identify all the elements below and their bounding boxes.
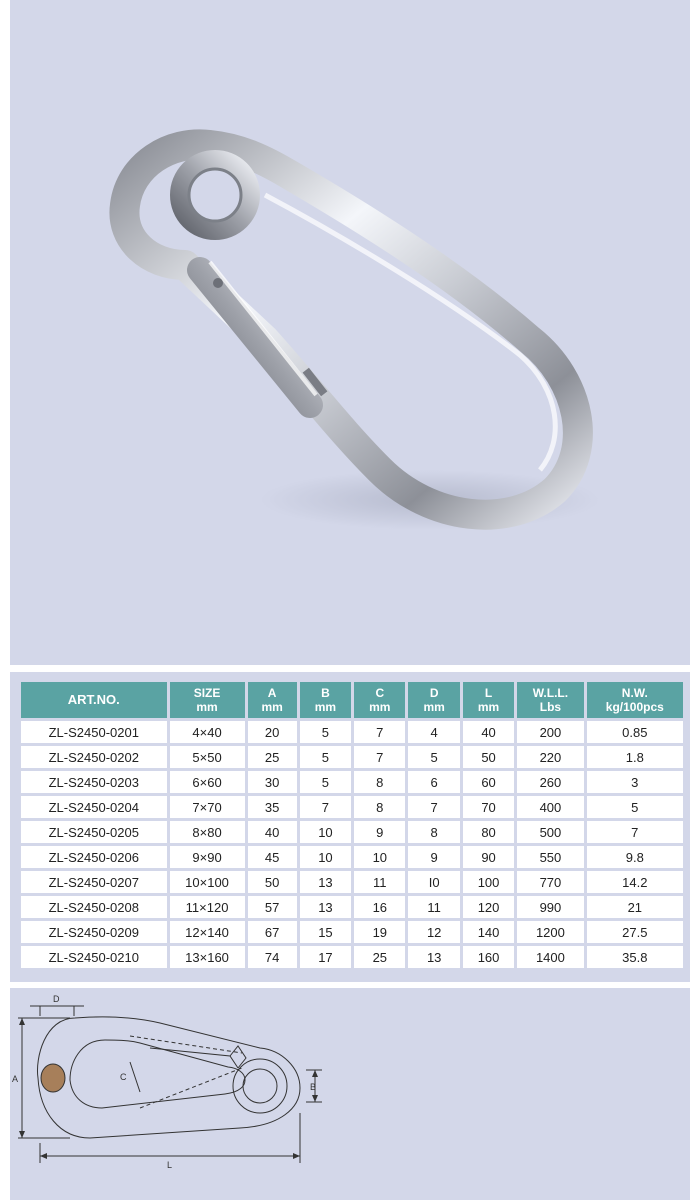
- cell-art-no: ZL-S2450-0202: [21, 746, 167, 768]
- cell-b: 7: [300, 796, 351, 818]
- cell-size: 9×90: [170, 846, 245, 868]
- cell-size: 7×70: [170, 796, 245, 818]
- cell-size: 6×60: [170, 771, 245, 793]
- cell-c: 19: [354, 921, 405, 943]
- cell-d: 9: [408, 846, 459, 868]
- table-row: [21, 721, 683, 743]
- cell-wll: 1400: [517, 946, 583, 968]
- cell-a: 30: [248, 771, 297, 793]
- table-row: [21, 896, 683, 918]
- cell-b: 5: [300, 746, 351, 768]
- cell-art-no: ZL-S2450-0208: [21, 896, 167, 918]
- dim-label-c: C: [120, 1072, 127, 1082]
- cell-wll: 1200: [517, 921, 583, 943]
- cell-d: 12: [408, 921, 459, 943]
- header-a: A mm: [248, 682, 297, 718]
- cell-nw: 3: [587, 771, 683, 793]
- table-row: [21, 846, 683, 868]
- cell-l: 160: [463, 946, 514, 968]
- table-row: [21, 746, 683, 768]
- header-art-no: ART.NO.: [21, 682, 167, 718]
- cell-art-no: ZL-S2450-0210: [21, 946, 167, 968]
- cell-c: 8: [354, 771, 405, 793]
- cell-nw: 0.85: [587, 721, 683, 743]
- cell-d: 4: [408, 721, 459, 743]
- cell-l: 80: [463, 821, 514, 843]
- cell-b: 10: [300, 846, 351, 868]
- cell-a: 50: [248, 871, 297, 893]
- cell-wll: 990: [517, 896, 583, 918]
- header-c: C mm: [354, 682, 405, 718]
- snap-hook-drawing-icon: [10, 988, 690, 1200]
- cell-a: 67: [248, 921, 297, 943]
- cell-l: 50: [463, 746, 514, 768]
- cell-nw: 1.8: [587, 746, 683, 768]
- header-d: D mm: [408, 682, 459, 718]
- header-l: L mm: [463, 682, 514, 718]
- cell-l: 70: [463, 796, 514, 818]
- cell-b: 17: [300, 946, 351, 968]
- table-row: [21, 821, 683, 843]
- spec-table-panel: [10, 672, 690, 982]
- cell-c: 8: [354, 796, 405, 818]
- cell-nw: 9.8: [587, 846, 683, 868]
- cell-c: 9: [354, 821, 405, 843]
- cell-a: 57: [248, 896, 297, 918]
- cell-wll: 770: [517, 871, 583, 893]
- cell-c: 7: [354, 746, 405, 768]
- header-b: B mm: [300, 682, 351, 718]
- cell-nw: 5: [587, 796, 683, 818]
- dim-label-d: D: [53, 994, 60, 1004]
- cell-wll: 220: [517, 746, 583, 768]
- header-nw: N.W. kg/100pcs: [587, 682, 683, 718]
- table-row: [21, 946, 683, 968]
- cell-size: 12×140: [170, 921, 245, 943]
- cell-art-no: ZL-S2450-0209: [21, 921, 167, 943]
- cell-wll: 500: [517, 821, 583, 843]
- cell-l: 100: [463, 871, 514, 893]
- product-photo-panel: [10, 0, 690, 665]
- cell-a: 35: [248, 796, 297, 818]
- header-wll: W.L.L. Lbs: [517, 682, 583, 718]
- cell-a: 20: [248, 721, 297, 743]
- technical-drawing-panel: [10, 988, 690, 1200]
- table-row: [21, 871, 683, 893]
- header-size: SIZE mm: [170, 682, 245, 718]
- dim-label-l: L: [167, 1160, 173, 1170]
- cell-art-no: ZL-S2450-0204: [21, 796, 167, 818]
- table-row: [21, 796, 683, 818]
- cell-nw: 14.2: [587, 871, 683, 893]
- cell-l: 40: [463, 721, 514, 743]
- cell-l: 120: [463, 896, 514, 918]
- cell-b: 13: [300, 871, 351, 893]
- cell-wll: 200: [517, 721, 583, 743]
- cell-d: 7: [408, 796, 459, 818]
- cell-wll: 550: [517, 846, 583, 868]
- cell-d: 11: [408, 896, 459, 918]
- cell-b: 15: [300, 921, 351, 943]
- cell-l: 140: [463, 921, 514, 943]
- cell-size: 4×40: [170, 721, 245, 743]
- cell-b: 5: [300, 721, 351, 743]
- cell-a: 45: [248, 846, 297, 868]
- cell-d: 13: [408, 946, 459, 968]
- snap-hook-photo-icon: [10, 0, 690, 665]
- cell-size: 5×50: [170, 746, 245, 768]
- cell-a: 74: [248, 946, 297, 968]
- cell-art-no: ZL-S2450-0207: [21, 871, 167, 893]
- cell-nw: 27.5: [587, 921, 683, 943]
- cell-art-no: ZL-S2450-0205: [21, 821, 167, 843]
- cell-l: 90: [463, 846, 514, 868]
- cell-art-no: ZL-S2450-0203: [21, 771, 167, 793]
- cell-b: 13: [300, 896, 351, 918]
- table-row: [21, 771, 683, 793]
- cell-a: 40: [248, 821, 297, 843]
- cell-art-no: ZL-S2450-0206: [21, 846, 167, 868]
- cell-c: 7: [354, 721, 405, 743]
- dim-label-a: A: [12, 1074, 19, 1084]
- cell-a: 25: [248, 746, 297, 768]
- cell-nw: 7: [587, 821, 683, 843]
- table-row: [21, 921, 683, 943]
- cell-nw: 21: [587, 896, 683, 918]
- cell-b: 10: [300, 821, 351, 843]
- cell-size: 11×120: [170, 896, 245, 918]
- spec-table: [18, 679, 686, 971]
- cell-art-no: ZL-S2450-0201: [21, 721, 167, 743]
- cell-d: 8: [408, 821, 459, 843]
- cell-d: 5: [408, 746, 459, 768]
- cell-size: 13×160: [170, 946, 245, 968]
- cell-d: I0: [408, 871, 459, 893]
- cell-wll: 260: [517, 771, 583, 793]
- dim-label-b: B: [310, 1082, 317, 1092]
- cell-c: 25: [354, 946, 405, 968]
- cell-b: 5: [300, 771, 351, 793]
- cell-c: 11: [354, 871, 405, 893]
- cell-wll: 400: [517, 796, 583, 818]
- cell-c: 10: [354, 846, 405, 868]
- cell-size: 10×100: [170, 871, 245, 893]
- cell-d: 6: [408, 771, 459, 793]
- cell-nw: 35.8: [587, 946, 683, 968]
- cell-l: 60: [463, 771, 514, 793]
- cell-size: 8×80: [170, 821, 245, 843]
- spec-table-header-row: [21, 682, 683, 718]
- cell-c: 16: [354, 896, 405, 918]
